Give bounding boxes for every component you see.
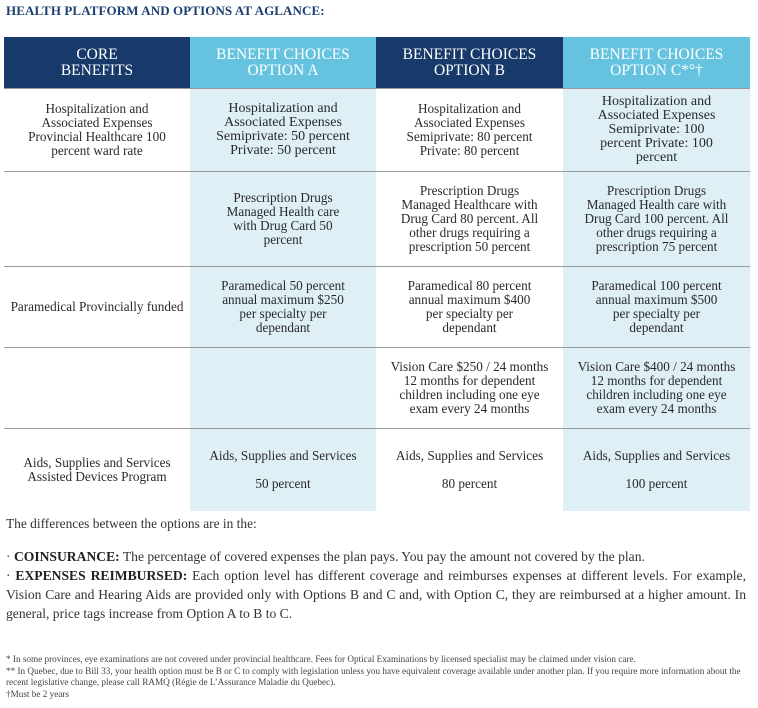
coinsurance-term: COINSURANCE: — [13, 549, 120, 564]
footnote-quebec: ** In Quebec, due to Bill 33, your health option must be B or C to comply with legislation unless you have equivalent coverage available under another plan. If you require more information about the recent legislative change, please call RAMQ (Régie de L’Assurance Maladie du Quebec). — [6, 665, 741, 687]
cell-b-vision-text: Vision Care $250 / 24 months 12 months for dependent children including one eye exam every 24 months — [390, 359, 549, 416]
header-core-benefits-text: CORE BENEFITS — [60, 45, 134, 79]
cell-core-aids — [4, 429, 190, 512]
cell-c-aids-label: Aids, Supplies and Services — [582, 448, 731, 463]
cell-a-aids-percent: 50 percent — [255, 476, 311, 491]
cell-core-aids-text: Aids, Supplies and Services Assisted Devices Program — [23, 455, 171, 484]
header-option-a — [190, 37, 376, 89]
cell-core-vision — [4, 348, 190, 429]
cell-core-drugs — [4, 172, 190, 267]
cell-core-hospital — [4, 89, 190, 172]
expenses-term: EXPENSES REIMBURSED: — [15, 568, 188, 583]
page-title: HEALTH PLATFORM AND OPTIONS AT AGLANCE: — [6, 3, 325, 18]
bullet-expenses-reimbursed: · EXPENSES REIMBURSED: Each option level has different coverage and reimburses expenses at different levels. For example, Vision Care and Hearing Aids are provided only with Options B and C and, with Option C, they are reimbursed at a higher amount. In general, price tags increase from Option A to B to C. — [6, 568, 746, 621]
cell-c-drugs-text: Prescription Drugs Managed Health care with Drug Card 100 percent. All other drugs requiring a prescription 75 percent — [584, 183, 729, 254]
cell-a-drugs — [190, 172, 376, 267]
cell-c-drugs — [563, 172, 750, 267]
header-option-c — [563, 37, 750, 89]
header-option-c-text: BENEFIT CHOICES OPTION C*°† — [589, 45, 724, 79]
cell-core-paramedical — [4, 267, 190, 348]
cell-b-aids — [376, 429, 563, 512]
header-core-benefits — [4, 37, 190, 89]
header-option-b — [376, 37, 563, 89]
benefits-table — [4, 37, 750, 511]
cell-c-paramedical-text: Paramedical 100 percent annual maximum $500 per specialty per dependant — [591, 278, 722, 335]
cell-a-aids — [190, 429, 376, 512]
cell-c-vision — [563, 348, 750, 429]
expenses-text: Each option level has different coverage and reimburses expenses at different levels. For example, Vision Care and Hearing Aids are provided only with Options B and C and, with Option C, they are reimbursed at a higher amount. In general, price tags increase from Option A to B to C. — [6, 568, 746, 621]
differences-intro: The differences between the options are in the: — [6, 516, 257, 531]
cell-c-vision-text: Vision Care $400 / 24 months 12 months for dependent children including one eye exam every 24 months — [577, 359, 736, 416]
cell-b-paramedical — [376, 267, 563, 348]
differences-list — [6, 547, 746, 623]
cell-core-paramedical-text: Paramedical Provincially funded — [10, 299, 184, 314]
header-option-b-text: BENEFIT CHOICES OPTION B — [402, 45, 537, 79]
footnote-eye-exams: * In some provinces, eye examinations are not covered under provincial healthcare. Fees for Optical Examinations by licensed specialist may be claimed under vision care. — [6, 654, 636, 664]
cell-c-aids — [563, 429, 750, 512]
cell-core-hospital-text: Hospitalization and Associated Expenses Provincial Healthcare 100 percent ward rate — [28, 101, 166, 158]
table-row-vision — [4, 348, 750, 429]
cell-b-aids-percent: 80 percent — [441, 476, 498, 491]
cell-a-hospital — [190, 89, 376, 172]
cell-b-drugs-text: Prescription Drugs Managed Healthcare with Drug Card 80 percent. All other drugs requiring a prescription 50 percent — [400, 183, 539, 254]
cell-b-paramedical-text: Paramedical 80 percent annual maximum $400 per specialty per dependant — [407, 278, 532, 335]
table-row-hospitalization — [4, 89, 750, 172]
cell-b-drugs — [376, 172, 563, 267]
header-option-a-text: BENEFIT CHOICES OPTION A — [216, 45, 350, 79]
table-row-paramedical — [4, 267, 750, 348]
cell-c-hospital — [563, 89, 750, 172]
bullet-coinsurance: · COINSURANCE: The percentage of covered expenses the plan pays. You pay the amount not covered by the plan. — [6, 549, 645, 564]
cell-b-hospital-text: Hospitalization and Associated Expenses Semiprivate: 80 percent Private: 80 percent — [406, 101, 533, 158]
table-row-aids — [4, 429, 750, 512]
cell-b-vision — [376, 348, 563, 429]
cell-a-aids-label: Aids, Supplies and Services — [209, 448, 357, 463]
cell-b-hospital — [376, 89, 563, 172]
cell-a-paramedical-text: Paramedical 50 percent annual maximum $250 per specialty per dependant — [221, 278, 345, 335]
cell-a-hospital-text: Hospitalization and Associated Expenses Semiprivate: 50 percent Private: 50 percent — [216, 101, 350, 158]
cell-b-aids-label: Aids, Supplies and Services — [395, 448, 544, 463]
cell-a-paramedical — [190, 267, 376, 348]
table-row-drugs — [4, 172, 750, 267]
coinsurance-text: The percentage of covered expenses the plan pays. You pay the amount not covered by the plan. — [122, 549, 645, 564]
cell-c-aids-percent: 100 percent — [625, 476, 688, 491]
footnote-dagger: †Must be 2 years — [6, 688, 70, 699]
cell-c-paramedical — [563, 267, 750, 348]
cell-a-vision — [190, 348, 376, 429]
cell-a-drugs-text: Prescription Drugs Managed Health care with Drug Card 50 percent — [226, 190, 340, 247]
footnotes — [6, 654, 746, 700]
cell-c-hospital-text: Hospitalization and Associated Expenses Semiprivate: 100 percent Private: 100 percent — [597, 94, 716, 165]
